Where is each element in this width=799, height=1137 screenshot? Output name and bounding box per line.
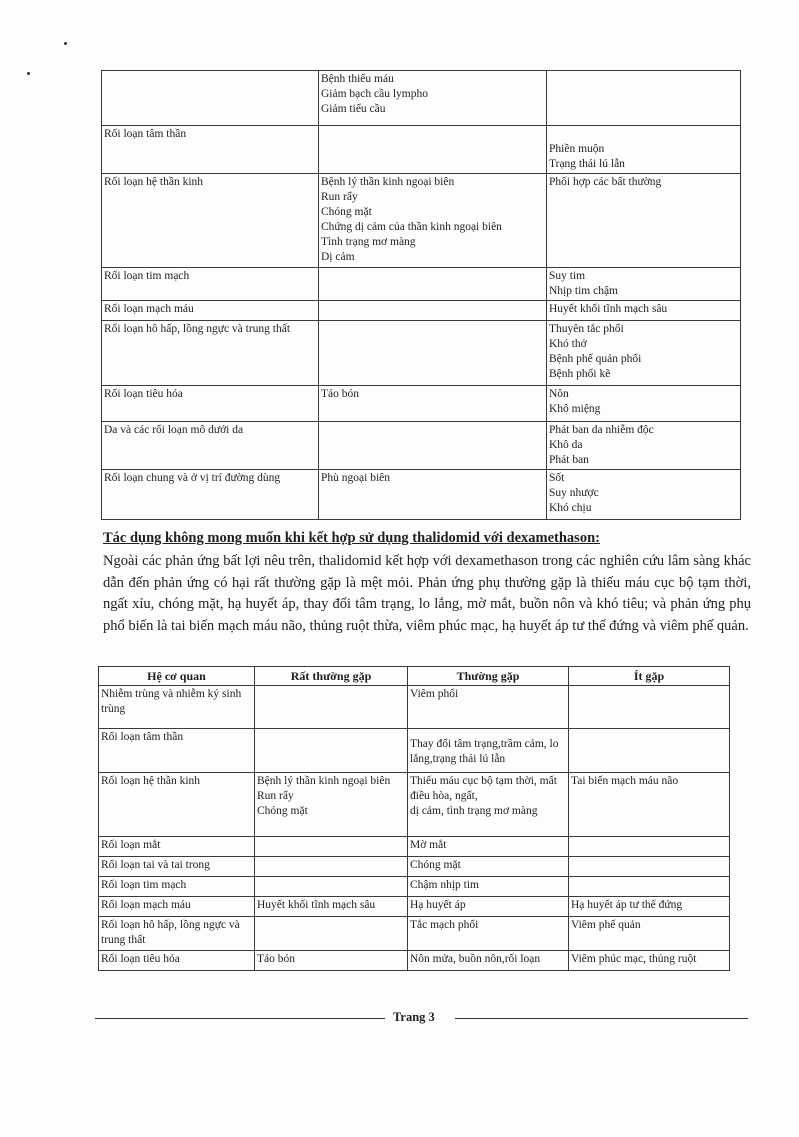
cell-line: Suy nhược [549, 487, 599, 499]
table-cell-uncommon [547, 386, 741, 422]
section-heading: Tác dụng không mong muốn khi kết hợp sử dụng thalidomid với dexamethason: [103, 530, 600, 546]
cell-line: Bệnh lý thần kinh ngoại biên [321, 176, 455, 188]
table-cell-common [319, 301, 547, 321]
cell-line: Trạng thái lú lẫn [549, 158, 625, 170]
scan-speck [64, 42, 67, 45]
table-cell [255, 686, 408, 729]
table-cell-organ [102, 174, 319, 268]
table-row [102, 321, 741, 386]
table-cell: Thiếu máu cục bộ tạm thời, mất điều hòa, ngất, dị cảm, tình trạng mơ màng [408, 773, 569, 837]
table-cell [255, 877, 408, 897]
page-number: Trang 3 [393, 1010, 435, 1024]
cell-line: Tình trạng mơ màng [321, 236, 416, 248]
table-cell: Rối loạn hô hấp, lồng ngực và trung thất [99, 917, 255, 951]
table-cell-common [319, 470, 547, 520]
table-cell: Táo bón [255, 951, 408, 971]
table-cell-uncommon [547, 126, 741, 174]
table-cell-organ [102, 321, 319, 386]
cell-line: Khó chịu [549, 502, 592, 514]
table-cell: Bệnh lý thần kinh ngoại biên Run rẩy Chóng mặt [255, 773, 408, 837]
table-cell [255, 857, 408, 877]
column-header: Thường gặp [408, 667, 569, 686]
table-row [99, 897, 730, 917]
cell-line: Da và các rối loạn mô dưới da [104, 424, 244, 436]
table-cell [569, 686, 730, 729]
table-cell: Tai biến mạch máu não [569, 773, 730, 837]
table-cell-common [319, 422, 547, 470]
cell-line: Phiền muộn [549, 143, 605, 155]
table-cell: Chóng mặt [408, 857, 569, 877]
table-cell [569, 877, 730, 897]
column-header: Hệ cơ quan [99, 667, 255, 686]
page-footer [0, 1010, 799, 1030]
table-row [99, 951, 730, 971]
cell-line: Khó thở [549, 338, 587, 350]
cell-line: Nôn [549, 388, 569, 400]
combination-adverse-reactions-table [98, 666, 730, 971]
table-row [99, 773, 730, 837]
cell-line: Rối loạn tim mạch [104, 270, 190, 282]
table-cell: Rối loạn tiêu hóa [99, 951, 255, 971]
cell-line: Suy tim [549, 270, 586, 282]
table-cell-uncommon [547, 174, 741, 268]
cell-line: Rối loạn mạch máu [104, 303, 194, 315]
table-row [102, 71, 741, 126]
table-row [99, 686, 730, 729]
table-cell: Nôn mửa, buồn nôn,rối loạn [408, 951, 569, 971]
cell-line: Giảm bạch cầu lympho [321, 88, 428, 100]
cell-line: Rối loạn tiêu hóa [104, 388, 183, 400]
table-row [99, 837, 730, 857]
table-cell: Rối loạn tim mạch [99, 877, 255, 897]
table-cell: Huyết khối tĩnh mạch sâu [255, 897, 408, 917]
table-cell [255, 729, 408, 773]
cell-line: Nhịp tim chậm [549, 285, 618, 297]
cell-line: Rối loạn hệ thần kinh [104, 176, 204, 188]
table-cell-common [319, 71, 547, 126]
table-row [102, 268, 741, 301]
cell-line: Bệnh phế quản phổi [549, 353, 642, 365]
cell-line: Rối loạn tâm thần [104, 128, 187, 140]
table-cell-common [319, 174, 547, 268]
table-cell: Rối loạn hệ thần kinh [99, 773, 255, 837]
table-row [99, 917, 730, 951]
cell-line: Phát ban [549, 454, 589, 466]
cell-line: Táo bón [321, 388, 360, 400]
footer-rule-left [95, 1018, 385, 1019]
table-row [102, 386, 741, 422]
table-header-row [99, 667, 730, 686]
cell-line: Phát ban da nhiễm độc [549, 424, 654, 436]
table-cell: Viêm phổi [408, 686, 569, 729]
cell-line: Phối hợp các bất thường [549, 176, 662, 188]
table-row [99, 729, 730, 773]
table-cell-organ [102, 268, 319, 301]
table-cell-uncommon [547, 268, 741, 301]
table-cell [569, 857, 730, 877]
cell-line: Rối loạn hô hấp, lồng ngực và trung thất [104, 323, 291, 335]
cell-line: Chứng dị cảm của thần kinh ngoại biên [321, 221, 502, 233]
table-cell-common [319, 268, 547, 301]
cell-line: Phù ngoại biên [321, 472, 390, 484]
footer-rule-right [455, 1018, 748, 1019]
table-row [102, 422, 741, 470]
cell-line: Khô miệng [549, 403, 601, 415]
cell-line: Run rẩy [321, 191, 358, 203]
table-cell-organ [102, 301, 319, 321]
table-cell-uncommon [547, 71, 741, 126]
table-row [99, 857, 730, 877]
cell-line: Bệnh phổi kẽ [549, 368, 611, 380]
table-cell-uncommon [547, 470, 741, 520]
cell-line: Huyết khối tĩnh mạch sâu [549, 303, 668, 315]
table-cell: Mờ mắt [408, 837, 569, 857]
cell-line: Khô da [549, 439, 583, 451]
table-cell: Rối loạn tâm thần [99, 729, 255, 773]
table-cell-organ [102, 386, 319, 422]
adverse-reactions-table [101, 70, 741, 520]
table-cell: Hạ huyết áp tư thế đứng [569, 897, 730, 917]
table-cell: Viêm phúc mạc, thủng ruột [569, 951, 730, 971]
cell-line: Thuyên tắc phổi [549, 323, 624, 335]
cell-line: Rối loạn chung và ở vị trí đường dùng [104, 472, 281, 484]
column-header: Ít gặp [569, 667, 730, 686]
cell-line: Sốt [549, 472, 565, 484]
table-cell-common [319, 386, 547, 422]
table-cell [255, 917, 408, 951]
table-cell: Thay đổi tâm trạng,trầm cảm, lo lắng,trạng thái lú lẫn [408, 729, 569, 773]
table-cell-common [319, 321, 547, 386]
table-row [102, 126, 741, 174]
table-cell-organ [102, 470, 319, 520]
table-cell: Nhiễm trùng và nhiễm ký sinh trùng [99, 686, 255, 729]
cell-line: Dị cảm [321, 251, 355, 263]
table-cell [569, 729, 730, 773]
body-paragraph: Ngoài các phản ứng bất lợi nêu trên, thalidomid kết hợp với dexamethason trong các nghiên cứu lâm sàng khác dẫn đến phản ứng có hại rất thường gặp là mệt mỏi. Phản ứng phụ thường gặp là thiếu máu cục bộ tạm thời, ngất xỉu, chóng mặt, hạ huyết áp, thay đổi tâm trạng, lo lắng, mờ mắt, buồn nôn và khó tiêu; và phản ứng phụ phổ biến là tai biến mạch máu não, thủng ruột thừa, viêm phúc mạc, hạ huyết áp tư thế đứng và viêm phế quản. [103, 553, 751, 634]
table-cell-common [319, 126, 547, 174]
table-cell: Hạ huyết áp [408, 897, 569, 917]
table-cell-uncommon [547, 301, 741, 321]
table-cell: Rối loạn mạch máu [99, 897, 255, 917]
table-row [102, 470, 741, 520]
table-cell-uncommon [547, 321, 741, 386]
cell-line: Giảm tiểu cầu [321, 103, 386, 115]
table-cell-organ [102, 422, 319, 470]
cell-line: Chóng mặt [321, 206, 372, 218]
table-cell-organ [102, 126, 319, 174]
table-cell: Viêm phế quản [569, 917, 730, 951]
table-cell [569, 837, 730, 857]
table-cell: Rối loạn mắt [99, 837, 255, 857]
column-header: Rất thường gặp [255, 667, 408, 686]
table-cell-organ [102, 71, 319, 126]
scan-speck [27, 72, 30, 75]
table-cell: Chậm nhịp tim [408, 877, 569, 897]
table-cell: Rối loạn tai và tai trong [99, 857, 255, 877]
table-row [99, 877, 730, 897]
cell-line: Bệnh thiếu máu [321, 73, 394, 85]
table-row [102, 301, 741, 321]
table-cell-uncommon [547, 422, 741, 470]
table-row [102, 174, 741, 268]
table-cell: Tắc mạch phổi [408, 917, 569, 951]
table-cell [255, 837, 408, 857]
